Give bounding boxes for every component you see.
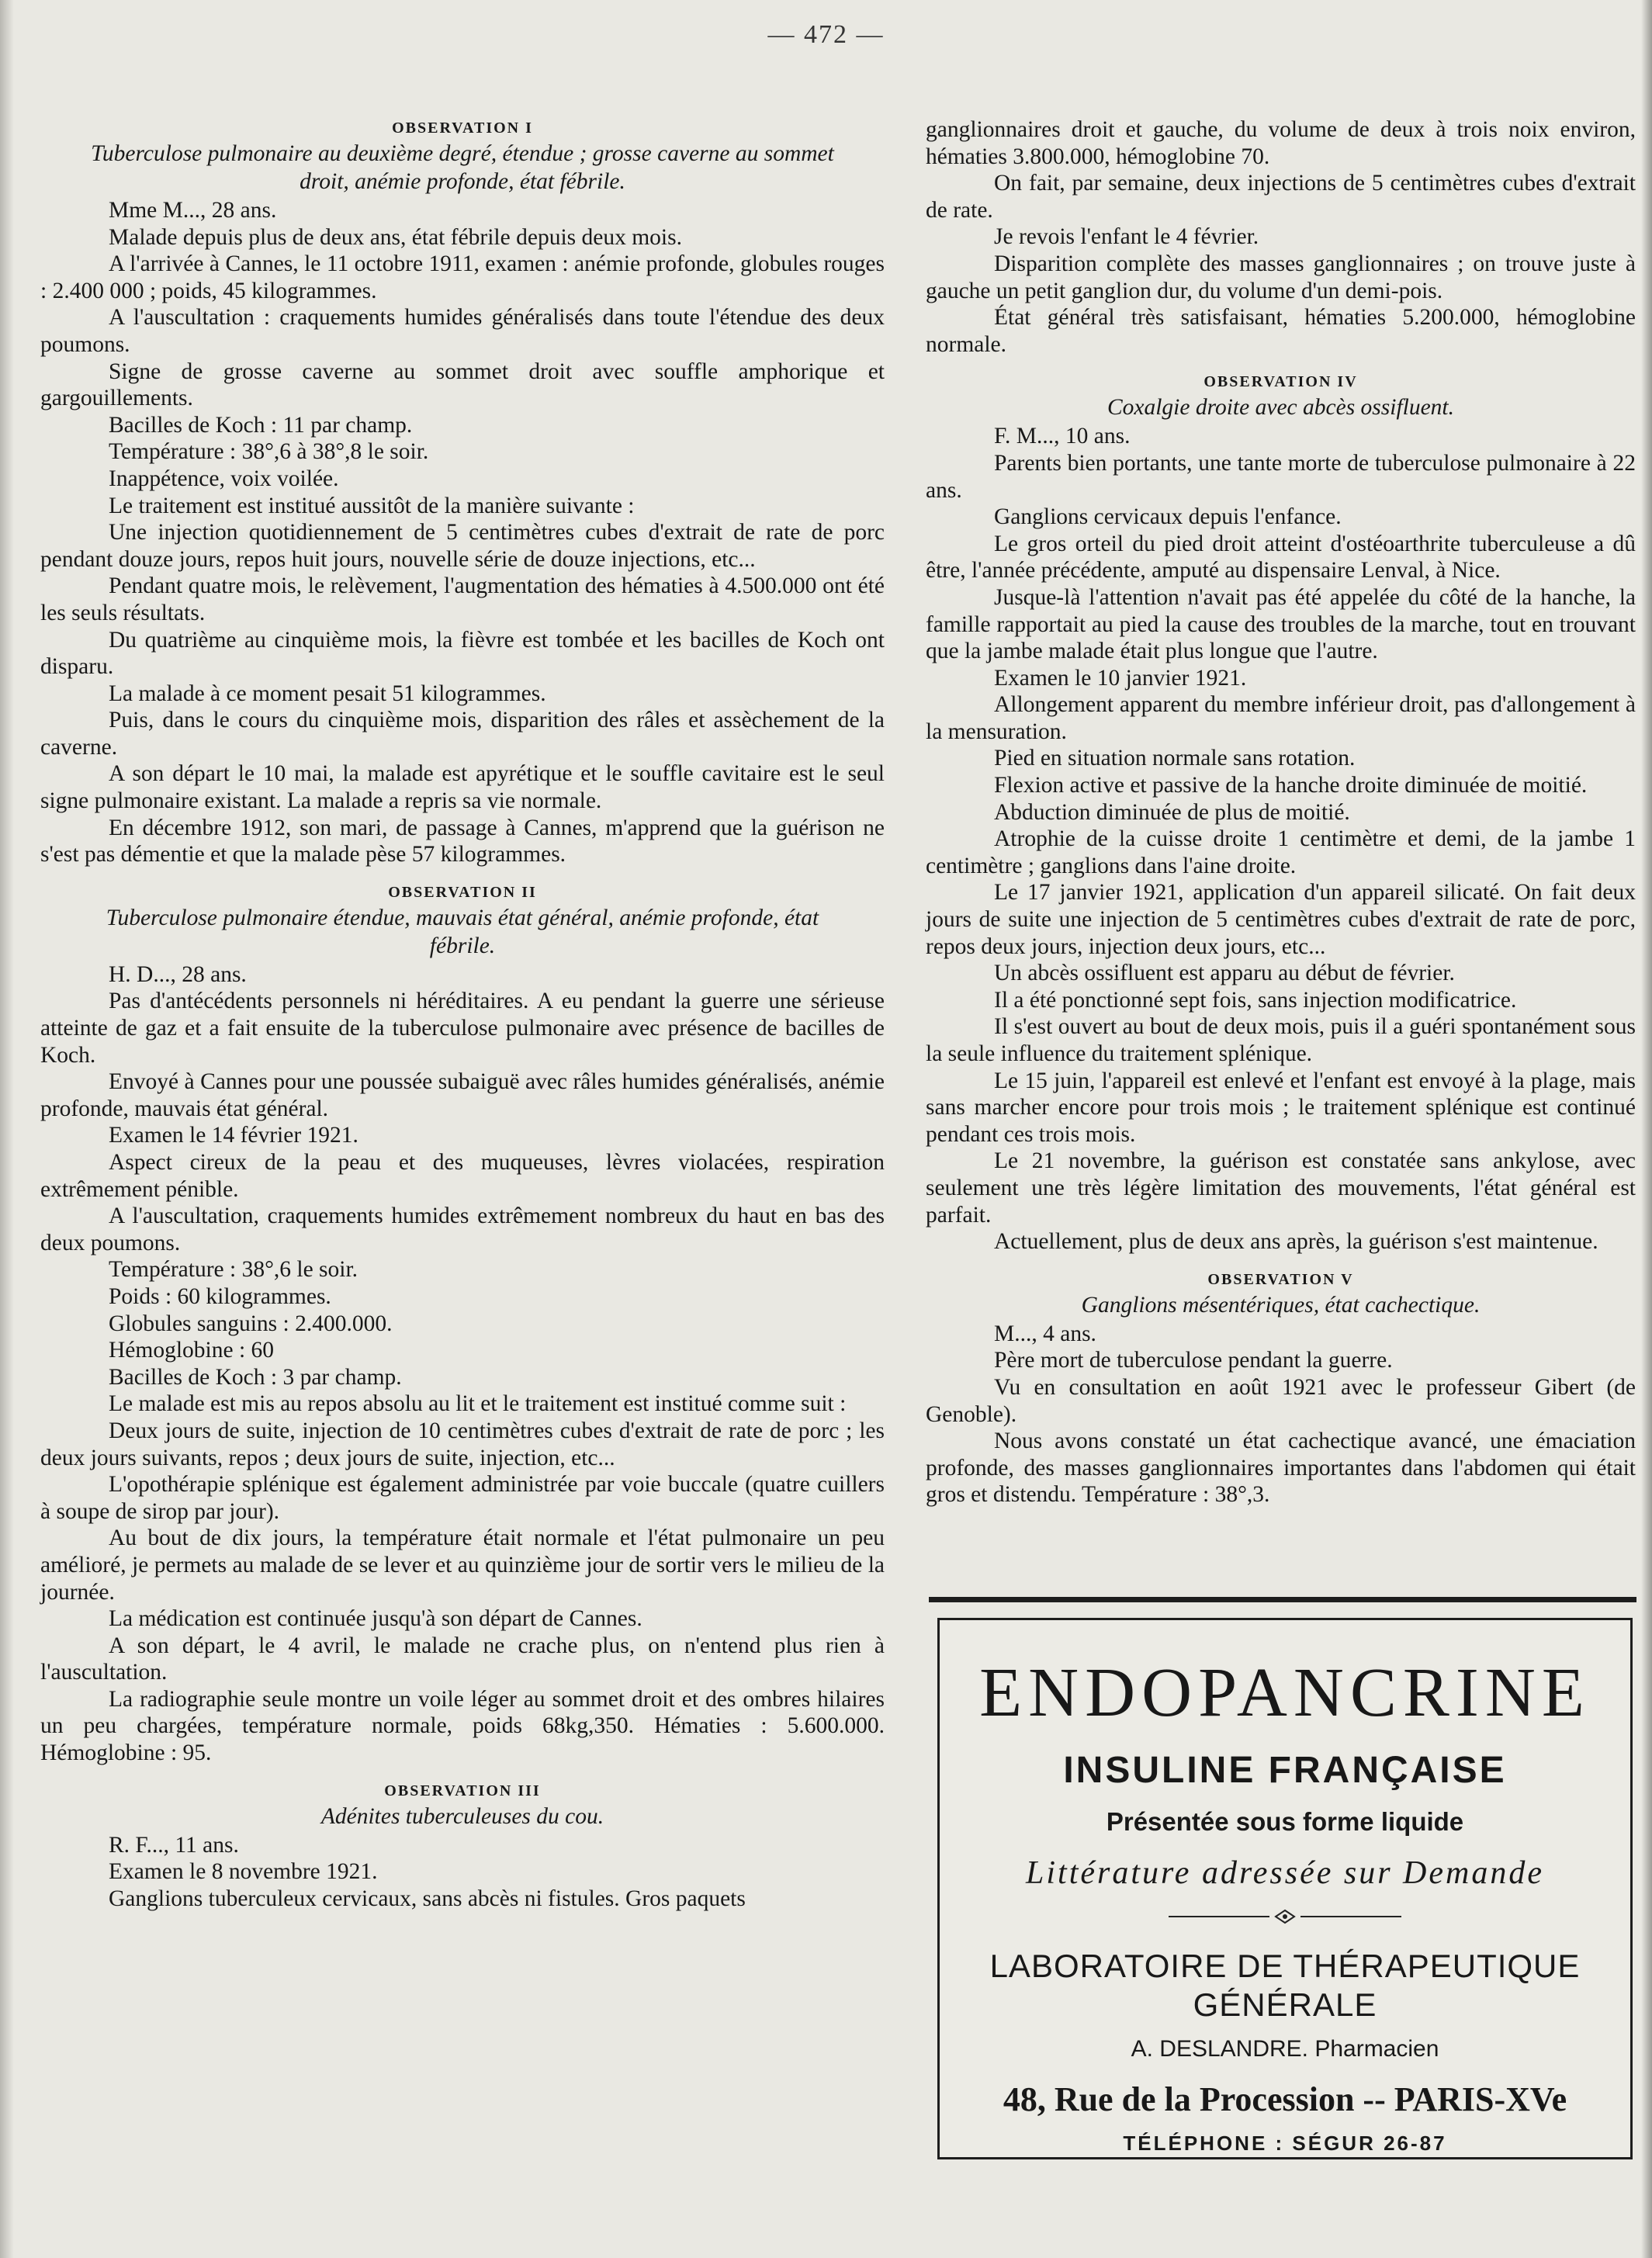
paragraph: Atrophie de la cuisse droite 1 centimètre et demi, de la jambe 1 centimètre ; ganglions dans l'aine droite. [926, 826, 1636, 878]
paragraph: Le malade est mis au repos absolu au lit et le traitement est institué comme suit : [109, 1391, 847, 1417]
observation-2-heading: OBSERVATION II [388, 883, 537, 901]
paragraph: Allongement apparent du membre inférieur droit, pas d'allongement à la mensuration. [926, 692, 1636, 744]
paragraph: Puis, dans le cours du cinquième mois, disparition des râles et assèchement de la caverne. [40, 708, 885, 760]
paragraph: Globules sanguins : 2.400.000. [109, 1311, 393, 1336]
paragraph: Un abcès ossifluent est apparu au début de février. [994, 961, 1455, 986]
paragraph: Le 17 janvier 1921, application d'un appareil silicaté. On fait deux jours de suite une injection de 5 centimètres cubes d'extrait de rate de porc, repos deux jours, injection deux jours, etc... [926, 880, 1636, 959]
paragraph: Jusque-là l'attention n'avait pas été appelée du côté de la hanche, la famille rapportait au pied la cause des troubles de la marche, tout en trouvant que la jambe malade était plus longue que l'autre. [926, 584, 1636, 664]
paragraph: Examen le 10 janvier 1921. [994, 665, 1247, 691]
observation-1-subtitle: Tuberculose pulmonaire au deuxième degré, étendue ; grosse caverne au sommet droit, anémie profonde, état fébrile. [91, 141, 834, 194]
paragraph: Envoyé à Cannes pour une poussée subaiguë avec râles humides généralisés, anémie profonde, mauvais état général. [40, 1069, 885, 1121]
paragraph: A son départ le 10 mai, la malade est apyrétique et le souffle cavitaire est le seul signe pulmonaire existant. La malade a repris sa vie normale. [40, 761, 885, 814]
paragraph: Ganglions cervicaux depuis l'enfance. [994, 504, 1342, 530]
observation-5-body [926, 1321, 1636, 1508]
paragraph: Pied en situation normale sans rotation. [994, 746, 1356, 771]
paragraph: Température : 38°,6 le soir. [109, 1257, 358, 1283]
paragraph: Signe de grosse caverne au sommet droit avec souffle amphorique et gargouillements. [40, 358, 885, 411]
paragraph: On fait, par semaine, deux injections de 5 centimètres cubes d'extrait de rate. [926, 171, 1636, 223]
paragraph: Inappétence, voix voilée. [109, 466, 339, 491]
observation-4-heading: OBSERVATION IV [1204, 373, 1358, 391]
ad-address: 48, Rue de la Procession -- PARIS-XVe [1003, 2080, 1567, 2118]
paragraph: La malade à ce moment pesait 51 kilogrammes. [109, 681, 546, 706]
paragraph: Du quatrième au cinquième mois, la fièvre est tombée et les bacilles de Koch ont disparu. [40, 627, 885, 680]
ad-form-line: Présentée sous forme liquide [1106, 1807, 1464, 1836]
paragraph: Malade depuis plus de deux ans, état fébrile depuis deux mois. [109, 224, 682, 250]
paragraph: A son départ, le 4 avril, le malade ne crache plus, on n'entend plus rien à l'auscultation. [40, 1633, 885, 1685]
observation-4-subtitle: Coxalgie droite avec abcès ossifluent. [1107, 395, 1455, 421]
observation-5-subtitle: Ganglions mésentériques, état cachectique. [1081, 1292, 1481, 1318]
paragraph: Le 21 novembre, la guérison est constatée sans ankylose, avec seulement une très légère limitation des mouvements, l'état général est parfait. [926, 1148, 1636, 1228]
page-edge-shadow-left [0, 0, 14, 2258]
paragraph: Examen le 8 novembre 1921. [109, 1859, 378, 1885]
paragraph: Une injection quotidiennement de 5 centimètres cubes d'extrait de rate de porc pendant douze jours, repos huit jours, nouvelle série de douze injections, etc... [40, 520, 885, 572]
observation-3-heading: OBSERVATION III [384, 1782, 541, 1799]
observation-4-body [926, 423, 1636, 1255]
paragraph: La radiographie seule montre un voile léger au sommet droit et des ombres hilaires un peu chargées, température normale, poids 68kg,350. Hématies : 5.600.000. Hémoglobine : 95. [40, 1686, 885, 1766]
observation-2-body [40, 961, 885, 1767]
paragraph: Actuellement, plus de deux ans après, la guérison s'est maintenue. [994, 1229, 1598, 1255]
paragraph: R. F..., 11 ans. [109, 1832, 239, 1858]
ad-phone: TÉLÉPHONE : SÉGUR 26-87 [1123, 2132, 1447, 2155]
ad-laboratory: LABORATOIRE DE THÉRAPEUTIQUE GÉNÉRALE [989, 1948, 1581, 2023]
observation-3-body [40, 1832, 885, 1913]
paragraph: F. M..., 10 ans. [994, 424, 1131, 449]
paragraph: Disparition complète des masses ganglionnaires ; on trouve juste à gauche un petit ganglion dur, du volume d'un demi-pois. [926, 251, 1636, 303]
observation-1-body [40, 197, 885, 868]
observation-1-heading: OBSERVATION I [392, 119, 533, 137]
observation-3-subtitle: Adénites tuberculeuses du cou. [320, 1803, 604, 1829]
paragraph: H. D..., 28 ans. [109, 961, 247, 987]
paragraph: Abduction diminuée de plus de moitié. [994, 799, 1350, 825]
observation-3-continuation [926, 116, 1636, 358]
paragraph: Poids : 60 kilogrammes. [109, 1283, 331, 1309]
advertisement-rule [929, 1597, 1636, 1602]
paragraph: L'opothérapie splénique est également administrée par voie buccale (quatre cuillers à soupe de sirop par jour). [40, 1472, 885, 1524]
paragraph: Le traitement est institué aussitôt de la manière suivante : [109, 493, 635, 518]
paragraph: Je revois l'enfant le 4 février. [994, 224, 1259, 250]
paragraph: Bacilles de Koch : 3 par champ. [109, 1364, 402, 1390]
paragraph: Mme M..., 28 ans. [109, 198, 277, 223]
ad-literature-line: Littérature adressée sur Demande [1026, 1855, 1544, 1891]
paragraph: Parents bien portants, une tante morte de tuberculose pulmonaire à 22 ans. [926, 450, 1636, 503]
advertisement-box [937, 1618, 1633, 2159]
observation-5-heading: OBSERVATION V [1207, 1270, 1354, 1288]
page-number: — 472 — [767, 20, 885, 49]
page-edge-shadow-right [1641, 0, 1652, 2258]
paragraph: M..., 4 ans. [994, 1321, 1096, 1346]
paragraph: Au bout de dix jours, la température était normale et l'état pulmonaire un peu amélioré, je permets au malade de se lever et au quinzième jour de sortir vers le milieu de la journée. [40, 1526, 885, 1605]
paragraph: A l'auscultation, craquements humides extrêmement nombreux du haut en bas des deux poumons. [40, 1203, 885, 1255]
paragraph: A l'arrivée à Cannes, le 11 octobre 1911, examen : anémie profonde, globules rouges : 2.400 000 ; poids, 45 kilogrammes. [40, 251, 885, 303]
paragraph: Le 15 juin, l'appareil est enlevé et l'enfant est envoyé à la plage, mais sans marcher encore pour trois mois ; le traitement splénique est continué pendant ces trois mois. [926, 1068, 1636, 1147]
paragraph: Il a été ponctionné sept fois, sans injection modificatrice. [994, 987, 1517, 1013]
paragraph: A l'auscultation : craquements humides généralisés dans toute l'étendue des deux poumons. [40, 305, 885, 357]
paragraph: La médication est continuée jusqu'à son départ de Cannes. [109, 1606, 642, 1632]
ad-pharmacist: A. DESLANDRE. Pharmacien [1131, 2036, 1439, 2062]
paragraph: Père mort de tuberculose pendant la guerre. [994, 1348, 1393, 1373]
ad-brand-name: ENDOPANCRINE [979, 1654, 1591, 1731]
paragraph: Examen le 14 février 1921. [109, 1123, 358, 1148]
paragraph: Bacilles de Koch : 11 par champ. [109, 412, 413, 438]
paragraph: État général très satisfaisant, hématies 5.200.000, hémoglobine normale. [926, 305, 1636, 357]
paragraph: Aspect cireux de la peau et des muqueuses, lèvres violacées, respiration extrêmement pénible. [40, 1150, 885, 1202]
paragraph: Flexion active et passive de la hanche droite diminuée de moitié. [994, 773, 1588, 798]
paragraph: ganglionnaires droit et gauche, du volume de deux à trois noix environ, hématies 3.800.000, hémoglobine 70. [926, 117, 1636, 169]
paragraph: Hémoglobine : 60 [109, 1338, 275, 1363]
paragraph: Température : 38°,6 à 38°,8 le soir. [109, 439, 429, 465]
left-column [40, 116, 885, 1912]
paragraph: Nous avons constaté un état cachectique avancé, une émaciation profonde, des masses ganglionnaires importantes dans l'abdomen qui était gros et distendu. Température : 38°,3. [926, 1429, 1636, 1508]
paragraph: Pas d'antécédents personnels ni héréditaires. A eu pendant la guerre une sérieuse atteinte de gaz et a fait ensuite de la tuberculose pulmonaire avec présence de bacilles de Koch. [40, 989, 885, 1068]
paragraph: Vu en consultation en août 1921 avec le professeur Gibert (de Genoble). [926, 1374, 1636, 1427]
paragraph: Ganglions tuberculeux cervicaux, sans abcès ni fistules. Gros paquets [109, 1886, 746, 1911]
paragraph: En décembre 1912, son mari, de passage à Cannes, m'apprend que la guérison ne s'est pas démentie et que la malade pèse 57 kilogrammes. [40, 815, 885, 868]
ad-subtitle: INSULINE FRANÇAISE [1063, 1750, 1507, 1791]
observation-2-subtitle: Tuberculose pulmonaire étendue, mauvais état général, anémie profonde, état fébrile. [106, 905, 819, 958]
paragraph: Deux jours de suite, injection de 10 centimètres cubes d'extrait de rate de porc ; les deux jours suivants, repos ; deux jours de suite, injection, etc... [40, 1418, 885, 1470]
paragraph: Le gros orteil du pied droit atteint d'ostéoarthrite tuberculeuse a dû être, l'année précédente, amputé au dispensaire Lenval, à Nice. [926, 531, 1636, 584]
ornament-divider-icon [1161, 1907, 1409, 1926]
right-column [926, 116, 1636, 1508]
paragraph: Il s'est ouvert au bout de deux mois, puis il a guéri spontanément sous la seule influence du traitement splénique. [926, 1014, 1636, 1066]
paragraph: Pendant quatre mois, le relèvement, l'augmentation des hématies à 4.500.000 ont été les seuls résultats. [40, 573, 885, 625]
